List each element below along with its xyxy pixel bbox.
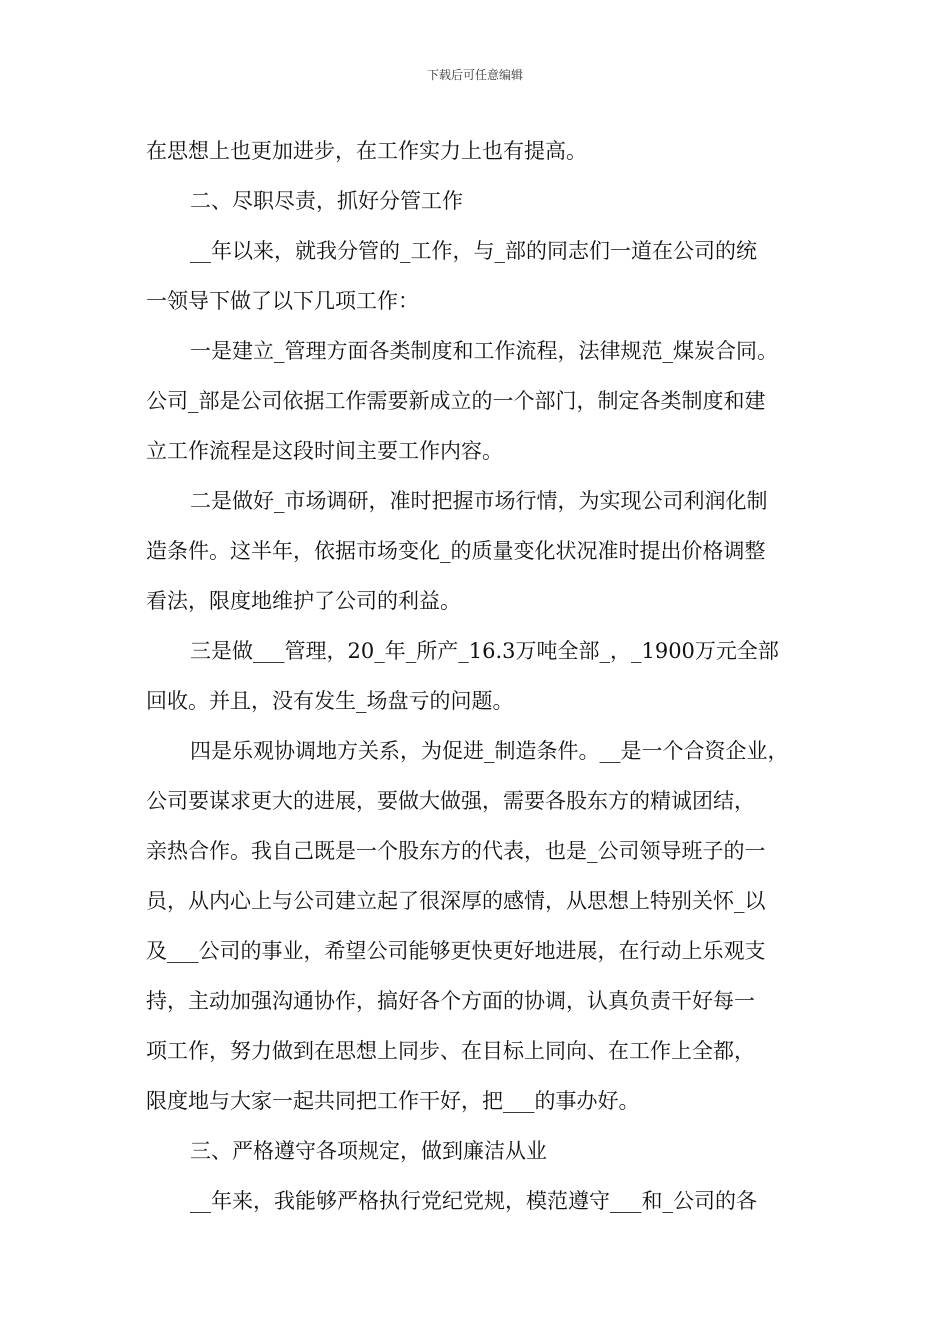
- text-line: 立工作流程是这段时间主要工作内容。: [146, 439, 503, 463]
- text-line: 三是做___管理，20_年_所产_16.3万吨全部_，_1900万元全部: [190, 639, 779, 663]
- text-line: 二是做好_市场调研，准时把握市场行情，为实现公司利润化制: [190, 489, 768, 513]
- text-line: 亲热合作。我自己既是一个股东方的代表，也是_公司领导班子的一: [146, 839, 766, 863]
- text-line: 看法，限度地维护了公司的利益。: [146, 589, 461, 613]
- text-line: 持，主动加强沟通协作，搞好各个方面的协调，认真负责干好每一: [146, 989, 755, 1013]
- text-line: 一是建立_管理方面各类制度和工作流程，法律规范_煤炭合同。: [190, 339, 778, 363]
- text-line: 公司_部是公司依据工作需要新成立的一个部门，制定各类制度和建: [146, 389, 766, 413]
- text-line: __年以来，就我分管的_工作，与_部的同志们一道在公司的统: [190, 239, 757, 263]
- text-line: 公司要谋求更大的进展，要做大做强，需要各股东方的精诚团结，: [146, 789, 755, 813]
- text-line: 项工作，努力做到在思想上同步、在目标上同向、在工作上全都，: [146, 1039, 755, 1063]
- text-line: 在思想上也更加进步，在工作实力上也有提高。: [146, 139, 587, 163]
- section-heading: 二、尽职尽责，抓好分管工作: [190, 189, 463, 213]
- text-line: 一领导下做了以下几项工作：: [146, 289, 419, 313]
- text-line: 四是乐观协调地方关系，为促进_制造条件。__是一个合资企业，: [190, 739, 789, 763]
- page-header: 下载后可任意编辑: [426, 68, 523, 82]
- text-line: 员，从内心上与公司建立起了很深厚的感情，从思想上特别关怀_以: [146, 889, 766, 913]
- text-line: 及___公司的事业，希望公司能够更快更好地进展，在行动上乐观支: [146, 939, 766, 963]
- section-heading: 三、严格遵守各项规定，做到廉洁从业: [190, 1139, 547, 1163]
- text-line: 造条件。这半年，依据市场变化_的质量变化状况准时提出价格调整: [146, 539, 766, 563]
- text-line: 回收。并且，没有发生_场盘亏的问题。: [146, 689, 514, 713]
- text-line: __年来，我能够严格执行党纪党规，模范遵守___和_公司的各: [190, 1189, 757, 1213]
- text-line: 限度地与大家一起共同把工作干好，把___的事办好。: [146, 1089, 640, 1113]
